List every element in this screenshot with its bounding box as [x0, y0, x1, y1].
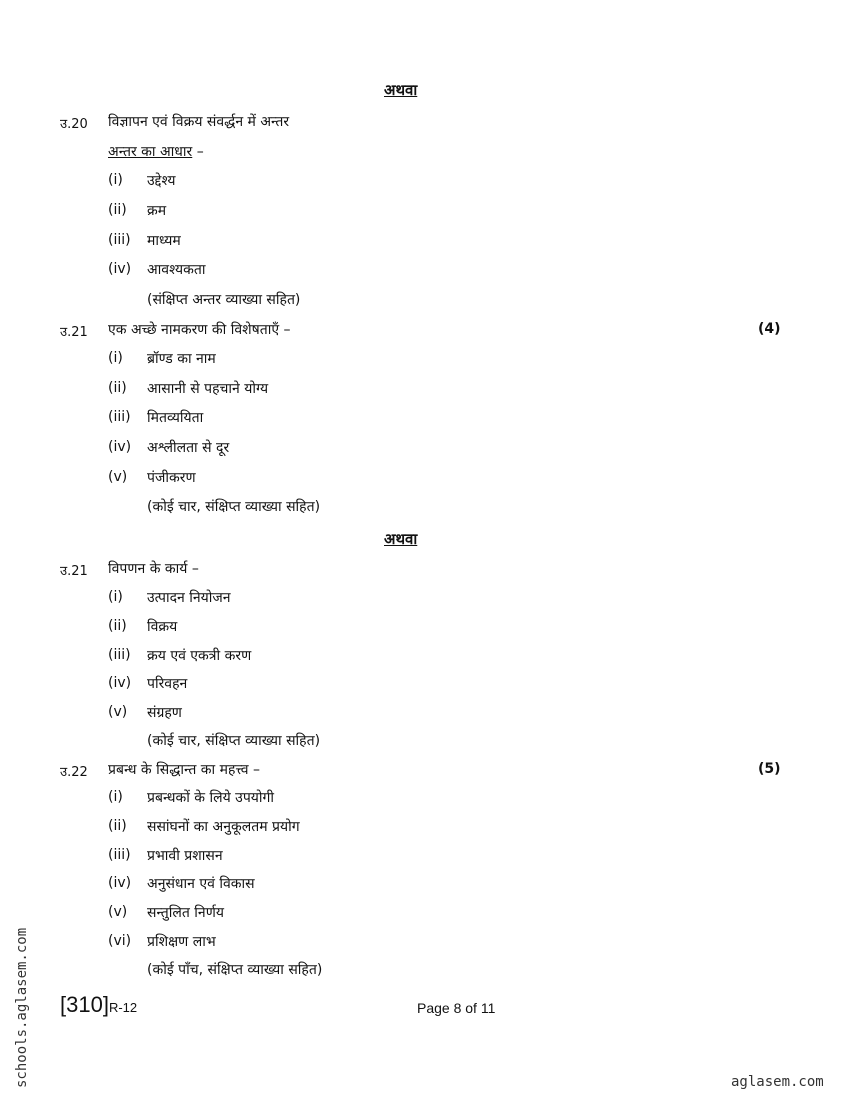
item-number: (iv) [108, 675, 132, 691]
question-number: उ.21 [60, 564, 88, 579]
item-text: माध्यम [147, 233, 181, 249]
item-number: (iv) [108, 261, 132, 277]
item-number: (iv) [108, 439, 132, 455]
question-title: विपणन के कार्य – [108, 561, 199, 577]
item-text: सन्तुलित निर्णय [147, 905, 224, 921]
item-text: अनुसंधान एवं विकास [147, 876, 255, 892]
question-number: उ.22 [60, 765, 88, 780]
subheading [108, 142, 204, 161]
subheading-dash: – [196, 144, 204, 160]
item-text: आसानी से पहचाने योग्य [147, 381, 269, 397]
item-number: (iv) [108, 875, 132, 891]
item-text: ससांघनों का अनुकूलतम प्रयोग [147, 819, 300, 835]
item-number: (ii) [108, 380, 127, 396]
item-text: मितव्ययिता [147, 410, 204, 426]
item-number: (iii) [108, 647, 131, 663]
item-text: पंजीकरण [147, 470, 196, 486]
item-text: प्रशिक्षण लाभ [147, 934, 216, 950]
note: (संक्षिप्त अन्तर व्याख्या सहित) [147, 292, 301, 308]
item-text: आवश्यकता [147, 262, 206, 278]
item-text: प्रभावी प्रशासन [147, 848, 223, 864]
item-number: (i) [108, 350, 123, 366]
item-number: (vi) [108, 933, 132, 949]
item-text: क्रम [147, 203, 167, 219]
marks: (4) [758, 321, 781, 337]
item-text: अश्लीलता से दूर [147, 440, 230, 456]
note: (कोई चार, संक्षिप्त व्याख्या सहित) [147, 733, 321, 749]
item-text: विक्रय [147, 619, 178, 635]
subheading-text: अन्तर का आधार [108, 144, 193, 160]
item-text: संग्रहण [147, 705, 182, 721]
footer-code-group [60, 992, 137, 1018]
item-number: (v) [108, 704, 128, 720]
note: (कोई पाँच, संक्षिप्त व्याख्या सहित) [147, 962, 323, 978]
or-heading: अथवा [384, 530, 418, 548]
item-number: (ii) [108, 202, 127, 218]
item-number: (ii) [108, 818, 127, 834]
item-text: प्रबन्धकों के लिये उपयोगी [147, 790, 275, 806]
item-text: क्रय एवं एकत्री करण [147, 648, 252, 664]
item-number: (i) [108, 789, 123, 805]
item-number: (iii) [108, 409, 131, 425]
paper-code: [310] [60, 992, 109, 1017]
side-watermark: schools.aglasem.com [14, 927, 30, 1088]
marks: (5) [758, 761, 781, 777]
item-number: (v) [108, 904, 128, 920]
question-title: एक अच्छे नामकरण की विशेषताएँ – [108, 322, 291, 338]
question-title: प्रबन्ध के सिद्धान्त का महत्त्व – [108, 762, 261, 778]
item-text: ब्रॉण्ड का नाम [147, 351, 216, 367]
item-text: उद्देश्य [147, 173, 176, 189]
paper-series: R-12 [108, 1000, 138, 1015]
note: (कोई चार, संक्षिप्त व्याख्या सहित) [147, 499, 321, 515]
or-heading: अथवा [384, 81, 418, 99]
item-number: (iii) [108, 232, 131, 248]
bottom-watermark: aglasem.com [731, 1074, 824, 1090]
item-text: परिवहन [147, 676, 188, 692]
question-number: उ.21 [60, 325, 88, 340]
item-number: (ii) [108, 618, 127, 634]
item-number: (iii) [108, 847, 131, 863]
item-number: (v) [108, 469, 128, 485]
item-text: उत्पादन नियोजन [147, 590, 231, 606]
question-number: उ.20 [60, 117, 88, 132]
page-number: Page 8 of 11 [417, 1000, 496, 1016]
item-number: (i) [108, 172, 123, 188]
question-title: विज्ञापन एवं विक्रय संवर्द्धन में अन्तर [108, 114, 290, 130]
item-number: (i) [108, 589, 123, 605]
